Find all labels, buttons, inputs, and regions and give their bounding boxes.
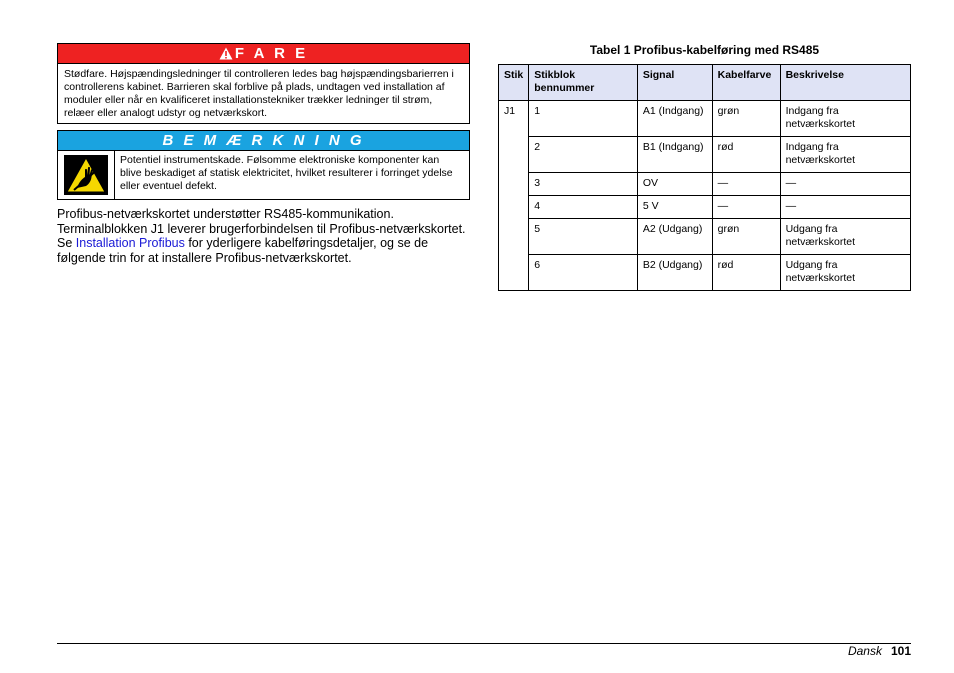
color-cell: rød <box>712 255 780 291</box>
table-row <box>499 101 911 137</box>
color-cell: — <box>712 196 780 219</box>
description-cell: — <box>780 196 910 219</box>
table-row <box>499 137 911 173</box>
esd-warning-icon <box>64 155 108 195</box>
pin-cell: 2 <box>529 137 638 173</box>
color-cell: — <box>712 173 780 196</box>
note-text: Potentiel instrumentskade. Følsomme elektroniske komponenter kan blive beskadiget af statisk elektricitet, hvilket resulterer i forringet ydelse eller eventuel defekt. <box>120 154 453 192</box>
description-cell: — <box>780 173 910 196</box>
footer-language: Dansk <box>847 644 882 658</box>
table-row <box>499 196 911 219</box>
note-box <box>57 130 470 200</box>
signal-cell: 5 V <box>637 196 712 219</box>
color-cell: grøn <box>712 219 780 255</box>
table-header-row <box>499 65 911 101</box>
color-cell: grøn <box>712 101 780 137</box>
header-color: Kabelfarve <box>712 65 780 101</box>
header-description: Beskrivelse <box>780 65 910 101</box>
right-column <box>498 43 911 291</box>
header-signal: Signal <box>637 65 712 101</box>
pin-cell: 3 <box>529 173 638 196</box>
table-row <box>499 255 911 291</box>
description-cell: Udgang fra netværkskortet <box>780 255 910 291</box>
table-caption: Tabel 1 Profibus-kabelføring med RS485 <box>589 43 820 57</box>
stik-cell: J1 <box>499 101 529 291</box>
pin-cell: 6 <box>529 255 638 291</box>
body-text-before: Profibus-netværkskortet understøtter RS485-kommunikation. Terminalblokken J1 leverer brugerforbindelsen til Profibus-netværkskortet. Se <box>57 207 466 250</box>
body-paragraph <box>57 207 470 265</box>
table-row <box>499 173 911 196</box>
danger-box <box>57 43 470 124</box>
description-cell: Indgang fra netværkskortet <box>780 101 910 137</box>
description-cell: Indgang fra netværkskortet <box>780 137 910 173</box>
danger-text: Stødfare. Højspændingsledninger til controlleren ledes bag højspændingsbarierren i controllerens kabinet. Barrieren skal forblive på plads, undtagen ved installation af moduler eller når en kvalificeret installationstekniker trækker ledninger til strøm, relæer eller analogt udstyr og netværkskort. <box>64 68 454 119</box>
signal-cell: B1 (Indgang) <box>637 137 712 173</box>
header-pin: Stikblok bennummer <box>529 65 638 101</box>
left-column <box>57 43 470 265</box>
footer <box>848 644 911 658</box>
signal-cell: A1 (Indgang) <box>637 101 712 137</box>
body-text-after: for yderligere kabelføringsdetaljer, og se de følgende trin for at installere Profibus-netværkskortet. <box>57 236 429 265</box>
note-body <box>58 151 469 199</box>
description-cell: Udgang fra netværkskortet <box>780 219 910 255</box>
signal-cell: OV <box>637 173 712 196</box>
installation-profibus-link[interactable]: Installation Profibus <box>75 236 185 250</box>
danger-title: F A R E <box>234 45 309 62</box>
header-stik: Stik <box>499 65 529 101</box>
pin-cell: 4 <box>529 196 638 219</box>
danger-header <box>58 44 469 64</box>
page-number: 101 <box>890 644 911 658</box>
pin-cell: 5 <box>529 219 638 255</box>
profibus-wiring-table <box>498 64 911 291</box>
warning-triangle-icon <box>219 47 233 60</box>
table-row <box>499 219 911 255</box>
note-title: B E M Æ R K N I N G <box>58 131 469 151</box>
footer-rule <box>57 643 911 644</box>
signal-cell: A2 (Udgang) <box>637 219 712 255</box>
pin-cell: 1 <box>529 101 638 137</box>
color-cell: rød <box>712 137 780 173</box>
note-icon-cell <box>58 151 115 199</box>
signal-cell: B2 (Udgang) <box>637 255 712 291</box>
